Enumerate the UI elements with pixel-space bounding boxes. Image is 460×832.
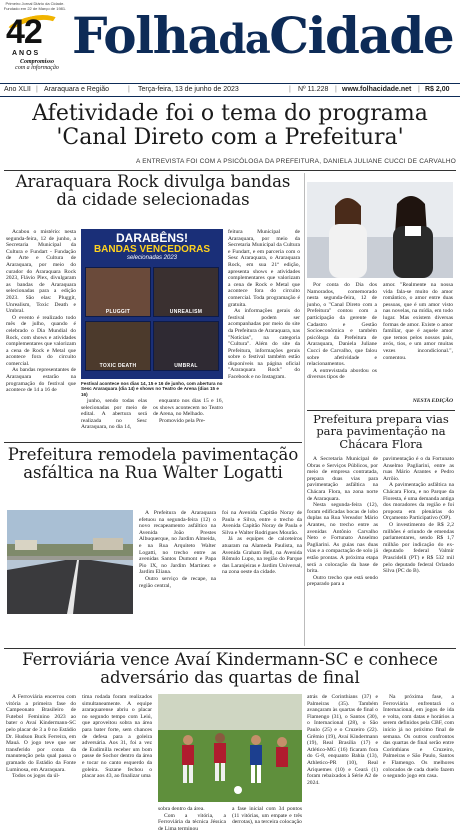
band-photo-umbral [153, 321, 219, 371]
road-photo-illustration [7, 510, 133, 614]
band-label: PLUGGIT [105, 309, 131, 315]
band-photo-pluggit [85, 267, 151, 317]
ferroviaria-column-6 [383, 694, 454, 830]
edition-year: Ano XLII [4, 86, 31, 93]
separator: | [418, 86, 420, 93]
anniversary-logo [4, 13, 66, 71]
rock-headline-line-1: Araraquara Rock divulga bandas [15, 172, 291, 191]
band-label: UMBRAL [174, 363, 198, 369]
interview-column-2 [383, 282, 453, 394]
rock-column-3 [153, 398, 223, 438]
walter-headline-line-2: asfáltica na Rua Walter Logatti [23, 462, 283, 482]
nameplate-part-3: Cidade [269, 6, 454, 65]
paragraph: feitura Municipal de Araraquara, por meio da Secretaria Municipal da Cultura e Fundart, e em parceria com o Sesc Araraquara, o Araraquara Rock, em sua 21ª edição, apresenta shows e atividades complementares que valorizam a cena de Rock e Metal que acontece fora do circuito comercial. Toda programação é gratuita. [228, 229, 300, 308]
vias-headline-line-1: Prefeitura prepara vias [313, 412, 449, 426]
anniversary-number: 42 [6, 13, 42, 51]
separator: | [128, 86, 130, 93]
ferroviaria-headline-line-1: Ferroviária vence Avaí Kindermann-SC e conhece [22, 650, 438, 669]
band-label: TOXIC DEATH [99, 363, 137, 369]
ferroviaria-column-5 [307, 694, 378, 830]
interview-photo-illustration [307, 182, 453, 278]
paragraph: Por conta do Dia dos Namorados, comemorado nesta segunda-feira, 12 de junho, o "Canal Direto com a Prefeitura" contou com a participação da gerente de Cadastro e Gestão Socioeconômica e também psicóloga da Prefeitura de Araraquara, Daniela Juliane Cucci de Carvalho, que falou sobre afetividade e relacionamentos. [307, 282, 377, 368]
edition-info-bar [0, 83, 460, 97]
paragraph: atrás de Corinthians (37) e Palmeiras (35). Também avançaram às quartas de final o Flamengo (31), o Santos (30), o Internacional (28), o São Paulo (25) e o Cruzeiro (22). Grêmio (19), Avaí Kindermann (19), Real Brasília (17) e Atlético-MG (16) ficaram fora do G-8, enquanto Bahia (13), Athletico-PR (10), Real Ariquemes (10) e Ceará (1) foram rebaixados à Série A2 de 2024. [307, 694, 378, 786]
paragraph: As bandas representantes de Araraquara estarão na programação do festival que acontece de 14 a 16 de [6, 367, 76, 394]
newspaper-nameplate [72, 6, 458, 70]
paragraph: Com a vitória, a Ferroviária da técnica Jéssica de Lima terminou [158, 812, 226, 830]
paragraph: amor. "Realmente na nossa vida fala-se muito do amor romântico, o amor entre duas pessoas, que é um amor visto nas novelas, na mídia, em todo lugar. Mas existem diversas formas de amor. Existe o amor familiar, que é aquele amor que temos pelos nossos pais, avós, tios, e um amor muitas vezes incondicional.", comentou. [383, 282, 453, 361]
paragraph: O evento é realizado todo mês de julho, quando é celebrado o Dia Mundial do Rock, com shows e atividades complementares que valorizam a cena de Rock e Metal que acontece fora do circuito comercial. [6, 314, 76, 367]
paragraph: O investimento de R$ 2,2 milhões é oriundo de emendas parlamentares, sendo R$ 1,7 milhão por indicação do ex-deputado federal Valmir Prascidelli (PT) e R$ 532 mil pelo deputado federal Orlando Silva (PC do B). [383, 521, 454, 575]
paragraph: A pavimentação asfáltica na Chácara Flora, e no Parque da Floresta, é uma demanda antiga dos moradores da região e foi proposta em plenárias do Orçamento Participativo (OP). [383, 482, 454, 522]
anniversary-tagline-2: com a informação [15, 65, 59, 71]
paragraph: As informações gerais do festival podem ser acompanhadas por meio do site da Prefeitura de Araraquara, nas "Notícias", na categoria "Cultura". Além do site da Prefeitura, informações gerais sobre o festival também estão disponíveis na página oficial "Araraquara Rock" do Facebook e no Instagram. [228, 308, 300, 381]
paragraph: pavimentação é o da Fortunato Anselmo Pagliarini, entre as ruas Mário Arantes e Pedro Arrôio. [383, 456, 454, 482]
nameplate-part-2: da [218, 16, 270, 63]
separator: | [335, 86, 337, 93]
vias-headline-line-2: para pavimentação na [316, 424, 446, 439]
paragraph: Promovido pela Pre- [159, 417, 206, 424]
edition-number: Nº 11.228 [298, 86, 329, 93]
band-label: UNREALISM [169, 309, 203, 315]
paragraph: Todos os jogos da úl- [12, 773, 60, 780]
interview-column-1 [307, 282, 377, 406]
paragraph: a fase inicial com 34 pontos (11 vitórias, um empate e três derrotas), na terceira colocação [232, 806, 302, 826]
paragraph: A Ferroviária encerrou com vitória a primeira fase do Campeonato Brasileiro de Futebol Feminino 2023 ao bater o Avaí Kindermann-SC pelo placar de 3 a 0 no Estádio Dr. Hudson Buck Ferreira, em Mauá. O jogo teve que ser transferido por conta da manutenção pela qual passa o gramado do Estádio da Fonte Luminosa, em Araraquara. [6, 694, 76, 773]
founding-note: Primeiro Jornal Diário da Cidade. Fundado em 22 de Março de 1981. [3, 1, 67, 11]
ferroviaria-headline-line-2: adversário das quartas de final [100, 667, 360, 687]
rock-column-1 [6, 229, 76, 439]
column-divider [304, 173, 305, 440]
vias-column-2 [383, 456, 454, 644]
lead-kicker: A ENTREVISTA FOI COM A PSICÓLOGA DA PREFEITURA, DANIELA JULIANE CUCCI DE CARVALHO [136, 158, 456, 165]
vias-headline-line-3: Chácara Flora [339, 436, 423, 451]
poster-caption: Festival acontece nos dias 14, 15 e 16 de junho, com abertura no Sesc Araraquara (dia 14) e shows no Teatro de Arena (dias 15 e 16) [81, 381, 223, 397]
paragraph: A entrevistada abordou os diversos tipos de [307, 367, 377, 381]
lead-headline-line-2: 'Canal Direto com a Prefeitura' [56, 124, 404, 150]
anniversary-tagline: Compromisso [19, 59, 54, 65]
lead-headline-line-1: Afetividade foi o tema do programa [32, 101, 428, 126]
lead-headline [4, 102, 456, 150]
ferroviaria-headline [4, 651, 456, 687]
band-photo-toxic-death [85, 321, 151, 371]
paragraph: sobra dentro da área. [158, 806, 205, 812]
soccer-photo [158, 694, 302, 802]
interview-photo [307, 182, 453, 278]
section-divider [307, 410, 455, 411]
rock-column-4 [228, 229, 300, 439]
paragraph: Nesta segunda-feira (12), foram edificadas bocas de lobo duplas na Rua Vereador Mário Arantes, no trecho entre as avenidas Antônio Carvalho Neto e Fortunato Anselmo Pagliarini. As guias nas duas vias e a compactação de solo já estão prontas. A próxima etapa será a colocação da base de brita. [307, 502, 378, 575]
paragraph: junho, sendo todas elas selecionadas por meio de edital. A abertura será realizada no Sesc Araraquara, no dia 14, [81, 398, 147, 431]
walter-column-2 [222, 510, 302, 644]
paragraph: Acabou o mistério: nesta segunda-feira, 12 de junho, a Secretaria Municipal da Cultura e Fundart - Fundação de Arte e Cultura de Araraquara, por meio do curador do Araraquara Rock 2023, Flávio Plex, divulgaram as bandas de Araraquara selecionadas para a edição 2023. São elas: Pluggit, Unrealism, Toxic Death e Umbral. [6, 229, 76, 315]
paragraph: enquanto nos dias 15 e 16, os shows acontecem no Teatro de Arena, no Melhado. [153, 398, 223, 418]
band-photo-unrealism [153, 267, 219, 317]
poster-title: DARABÊNS! [116, 231, 188, 245]
paragraph: Na próxima fase, a Ferroviária enfrentará o Internacional, em jogos de ida e volta, com datas e horários a serem definidos pela CBF, com início já no próximo final de semana. Os outros confrontos das quartas de final serão entre Corinthians e Cruzeiro, Palmeiras e São Paulo, Santos e Flamengo. Os melhores colocados de cada duelo fazem o segundo jogo em casa. [383, 694, 454, 780]
paragraph: tima rodada foram realizados simultaneamente. A equipe araraquarense abriu o placar no segundo tempo com Leiú, que aproveitou sobra na área para bater forte, sem chances de defesa para a goleira adversária. Aos 31, foi a vez de Eudimilla receber um bom passe de Sochor dentro da área e tocar no canto esquerdo da goleira. Suzane fechou o placar aos 43, ao finalizar uma [82, 694, 152, 780]
ferroviaria-column-4 [232, 806, 302, 830]
rock-headline [4, 173, 302, 209]
poster-subtitle: BANDAS VENCEDORAS [93, 244, 211, 255]
paragraph: Outro trecho que está sendo preparado para a [307, 574, 378, 588]
vias-column-1 [307, 456, 378, 644]
paragraph: Já as equipes de calceteiros atuaram na Alameda Paulista, na Avenida Graham Bell, na Avenida Rômulo Lupo, na região do Parque das Laranjeiras e Jardim Universal, na zona oeste da cidade. [222, 536, 302, 576]
anniversary-word: ANOS [12, 50, 41, 57]
paragraph: A Secretaria Municipal de Obras e Serviços Públicos, por meio de empresa contratada, prepara duas vias para pavimentação asfáltica na Chácara Flora, na zona norte de Araraquara. [307, 456, 378, 502]
edition-price: R$ 2,00 [425, 86, 450, 93]
edition-region: Araraquara e Região [44, 86, 109, 93]
paragraph: A Prefeitura de Araraquara efetuou na segunda-feira (12) o novo recapeamento asfáltico na Avenida João Prestes Albuquerque, no Jardim Almeida, e na Rua Arquiteto Walter Logatti, no trecho entre as avenidas Santos Dumont e Papa Pio IX, no Jardim Martinez e Jardim Eliana. [139, 510, 216, 576]
road-photo [7, 510, 133, 614]
paragraph: foi na Avenida Capitão Noray de Paula e Silva, entre o trecho da Avenida Capitão Noray de Paula e Silva e Walter Rodrigues Mourão. [222, 510, 302, 536]
soccer-photo-illustration [158, 694, 302, 802]
poster-selection-text: selecionadas 2023 [126, 255, 178, 261]
section-divider [4, 648, 456, 649]
rock-headline-line-2: da cidade selecionadas [56, 189, 250, 209]
ferroviaria-column-3 [158, 806, 226, 830]
column-divider [304, 410, 305, 646]
separator: | [36, 86, 38, 93]
walter-column-1 [139, 510, 216, 644]
nameplate-part-1: Folha [72, 6, 219, 65]
paragraph: Outro serviço de recape, na região central, [139, 575, 216, 589]
separator: | [289, 86, 291, 93]
website-link[interactable]: www.folhacidade.net [342, 86, 412, 93]
masthead [0, 0, 460, 78]
walter-headline [4, 446, 302, 482]
ferroviaria-column-1 [6, 694, 76, 830]
ferroviaria-column-2 [82, 694, 152, 830]
walter-headline-line-1: Prefeitura remodela pavimentação [7, 445, 299, 464]
edition-signature: NESTA EDIÇÃO [412, 398, 453, 404]
section-divider [4, 442, 302, 443]
vias-headline [307, 413, 455, 450]
edition-date: Terça-feira, 13 de junho de 2023 [138, 86, 239, 93]
rock-column-2 [81, 398, 147, 438]
section-divider [4, 170, 456, 171]
rock-poster-photo [81, 229, 223, 379]
